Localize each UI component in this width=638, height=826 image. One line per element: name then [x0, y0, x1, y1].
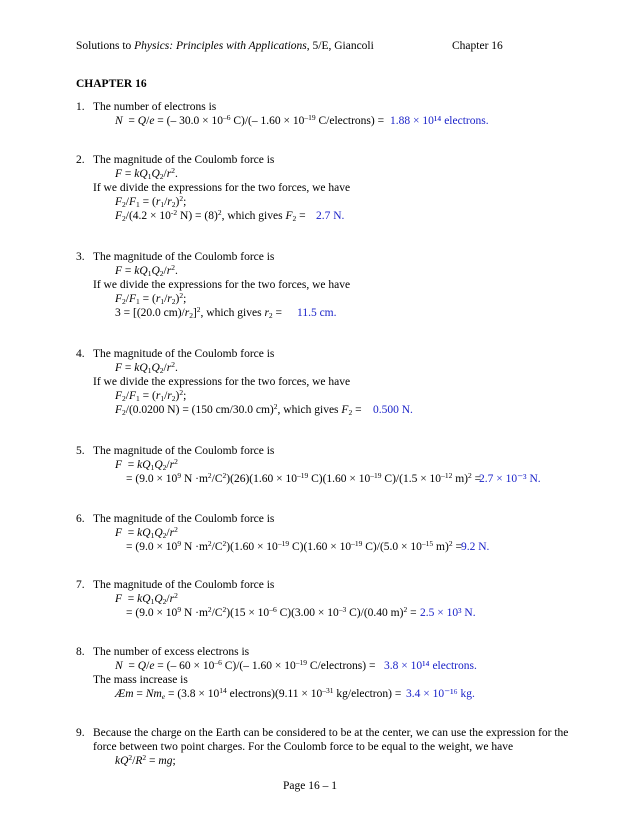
problem-8-answer: 3.8 × 10¹⁴ electrons. — [384, 660, 477, 672]
problem-4-intro: The magnitude of the Coulomb force is — [93, 348, 275, 360]
problem-5-number: 5. — [76, 445, 85, 457]
problem-4-formula: $F = kQ_1Q_2/r^2$. — [115, 360, 178, 375]
problem-3-intro: The magnitude of the Coulomb force is — [93, 251, 275, 263]
problem-9-equation: $kQ^2/R^2$ = mg; — [115, 753, 176, 767]
page-header-left — [76, 40, 374, 53]
problem-4-number: 4. — [76, 348, 85, 360]
problem-6-intro: The magnitude of the Coulomb force is — [93, 513, 275, 525]
problem-7-formula: $F = kQ_1Q_2/r^2$ — [115, 591, 178, 606]
problem-4-answer: 0.500 N. — [373, 404, 413, 416]
problem-7-answer: 2.5 × 10³ N. — [420, 607, 476, 619]
problem-6-formula: $F = kQ_1Q_2/r^2$ — [115, 525, 178, 540]
problem-6-answer: 9.2 N. — [461, 541, 490, 553]
problem-3-answer: 11.5 cm. — [297, 307, 337, 319]
problem-4-divide: If we divide the expressions for the two forces, we have — [93, 376, 351, 388]
problem-8-number: 8. — [76, 646, 85, 658]
problem-6-number: 6. — [76, 513, 85, 525]
problem-2-answer: 2.7 N. — [316, 210, 345, 222]
problem-3-ratio: $F_2/F_1 = (r_1/r_2)^2$; — [115, 291, 187, 306]
problem-2-formula: $F = kQ_1Q_2/r^2$. — [115, 166, 178, 181]
problem-6-substitution: = ($9.0 \times 10^9$ $N \cdot m^2/C^2)(1.60 \times 10^{-19}$ $C)(1.60 \times 10^{-19}$ $C)/(5.0 \times 10^{-15}$ m)$^2$ = — [126, 539, 462, 553]
problem-3-number: 3. — [76, 251, 85, 263]
page-footer: Page 16 – 1 — [283, 780, 337, 792]
problem-9-intro: Because the charge on the Earth can be considered to be at the center, we can use the expression for the — [93, 727, 569, 739]
problem-7-substitution: = ($9.0 \times 10^9$ $N \cdot m^2/C^2)(15 \times 10^{-6}$ $C)(3.00 \times 10^{-3}$ C)/(0.40 m)$^2$ = — [126, 605, 417, 619]
problem-9-number: 9. — [76, 727, 85, 739]
header-book-title: Physics: Principles with Applications — [134, 40, 307, 52]
problem-2-intro: The magnitude of the Coulomb force is — [93, 154, 275, 166]
header-prefix: Solutions to — [76, 40, 135, 52]
problem-7-intro: The magnitude of the Coulomb force is — [93, 579, 275, 591]
problem-3-formula: $F = kQ_1Q_2/r^2$. — [115, 263, 178, 278]
problem-2-ratio: $F_2/F_1 = (r_1/r_2)^2$; — [115, 194, 187, 209]
problem-5-substitution: = ($9.0 \times 10^9$ $N \cdot m^2/C^2)(26)(1.60 \times 10^{-19}$ $C)(1.60 \times 10^{-19}$ $C)/(1.5 \times 10^{-12}$ m)$^2$ = — [126, 471, 482, 485]
problem-3-solve: 3 = [(20.0 $cm)/r_2]^2$, which gives $r_2$ = — [115, 305, 283, 320]
problem-8-intro: The number of excess electrons is — [93, 646, 250, 658]
problem-4-solve: $F_2/(0.0200$ N) = (150 cm/30.0 cm)$^2$, which gives $F_2$ = — [115, 402, 362, 417]
problem-3-divide: If we divide the expressions for the two forces, we have — [93, 279, 351, 291]
problem-8-mass-intro: The mass increase is — [93, 674, 188, 686]
problem-8-mass-equation: Æm = $Nm_e = (3.8 \times 10^{14}$ electrons)(9.11 × $10^{-31}$ kg/electron) = — [115, 686, 402, 701]
problem-1-answer: 1.88 × 10¹⁴ electrons. — [390, 115, 489, 127]
problem-2-divide: If we divide the expressions for the two forces, we have — [93, 182, 351, 194]
page-header-right: Chapter 16 — [452, 40, 503, 52]
problem-number: 1. — [76, 101, 85, 113]
problem-8-mass-answer: 3.4 × 10⁻¹⁶ kg. — [406, 688, 475, 700]
problem-4-ratio: $F_2/F_1 = (r_1/r_2)^2$; — [115, 388, 187, 403]
problem-5-answer: 2.7 × 10⁻³ N. — [479, 473, 541, 485]
problem-7-number: 7. — [76, 579, 85, 591]
problem-8-equation: N = Q/e = (– $60 \times 10^{-6}$ C)/(– $1.60 \times 10^{-19}$ C/electrons) = — [115, 658, 376, 672]
header-suffix: , 5/E, Giancoli — [306, 40, 374, 52]
problem-5-formula: $F = kQ_1Q_2/r^2$ — [115, 457, 178, 472]
problem-2-number: 2. — [76, 154, 85, 166]
problem-1 — [76, 101, 85, 114]
problem-9-intro-cont: force between two point charges. For the Coulomb force to be equal to the weight, we have — [93, 741, 514, 753]
problem-2-solve: $F_2/(4.2 \times 10^{-2}$ $N) = (8)^2$, which gives $F_2$ = — [115, 208, 306, 223]
problem-5-intro: The magnitude of the Coulomb force is — [93, 445, 275, 457]
problem-1-intro: The number of electrons is — [93, 101, 217, 113]
problem-1-equation: N = Q/e = (– $30.0 \times 10^{-6}$ C)/(– $1.60 \times 10^{-19}$ C/electrons) = — [115, 113, 385, 127]
chapter-title: CHAPTER 16 — [76, 78, 147, 90]
